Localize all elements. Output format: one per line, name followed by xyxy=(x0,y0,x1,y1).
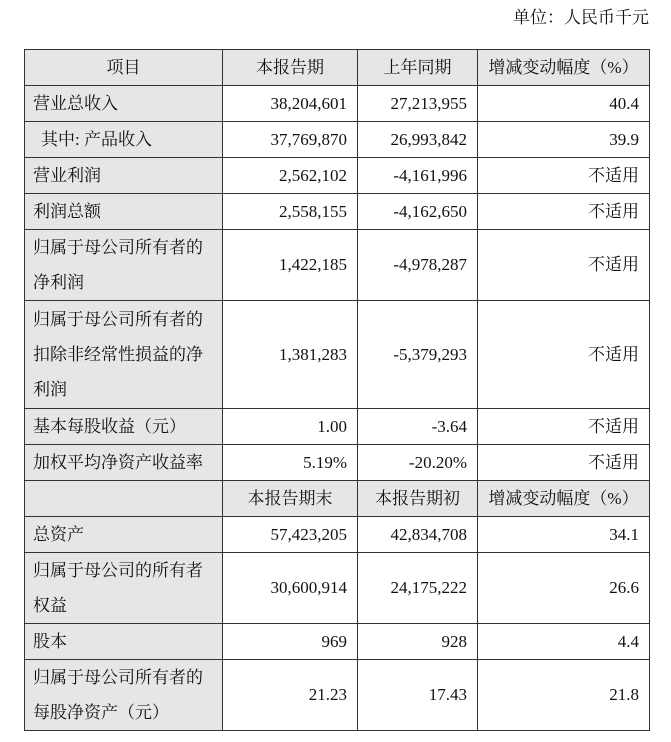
change-percent-value: 不适用 xyxy=(478,158,650,194)
item-label xyxy=(25,445,223,481)
row-basic-eps xyxy=(25,409,650,445)
item-label xyxy=(25,409,223,445)
unit-label: 单位：人民币千元 xyxy=(513,8,649,27)
period-end-value: 57,423,205 xyxy=(223,517,358,553)
header-period-start: 本报告期初 xyxy=(358,481,478,517)
row-weighted-roe xyxy=(25,445,650,481)
change-percent-value: 不适用 xyxy=(478,301,650,409)
prior-period-value: -4,162,650 xyxy=(358,194,478,230)
change-percent-value: 不适用 xyxy=(478,194,650,230)
header-item: 项目 xyxy=(25,50,223,86)
item-label xyxy=(25,660,223,731)
row-net-profit-attributable xyxy=(25,230,650,301)
period-end-value: 969 xyxy=(223,624,358,660)
prior-period-value: 26,993,842 xyxy=(358,122,478,158)
item-label-line: 股本 xyxy=(33,632,67,651)
period-start-value: 24,175,222 xyxy=(358,553,478,624)
prior-period-value: -5,379,293 xyxy=(358,301,478,409)
current-period-value: 1.00 xyxy=(223,409,358,445)
item-label-line: 基本每股收益（元） xyxy=(33,417,186,436)
row-total-assets xyxy=(25,517,650,553)
current-period-value: 1,422,185 xyxy=(223,230,358,301)
period-start-value: 17.43 xyxy=(358,660,478,731)
item-label-line: 加权平均净资产收益率 xyxy=(33,453,203,472)
header-prior-period: 上年同期 xyxy=(358,50,478,86)
item-label xyxy=(25,122,223,158)
prior-period-value: -4,161,996 xyxy=(358,158,478,194)
header-change-percent: 增减变动幅度（%） xyxy=(478,50,650,86)
change-percent-value: 39.9 xyxy=(478,122,650,158)
balance-header-row xyxy=(25,481,650,517)
item-label xyxy=(25,301,223,409)
prior-period-value: -4,978,287 xyxy=(358,230,478,301)
item-label-line: 净利润 xyxy=(33,273,84,292)
row-share-capital xyxy=(25,624,650,660)
item-label-line: 归属于母公司的所有者 xyxy=(33,561,203,580)
current-period-value: 38,204,601 xyxy=(223,86,358,122)
item-label-line: 每股净资产（元） xyxy=(33,703,169,722)
row-operating-profit xyxy=(25,158,650,194)
change-percent-value: 40.4 xyxy=(478,86,650,122)
row-total-operating-revenue xyxy=(25,86,650,122)
change-percent-value: 4.4 xyxy=(478,624,650,660)
item-label-line: 利润总额 xyxy=(33,202,101,221)
item-label xyxy=(25,230,223,301)
row-equity-attributable xyxy=(25,553,650,624)
change-percent-value: 不适用 xyxy=(478,230,650,301)
item-label xyxy=(25,553,223,624)
period-start-value: 928 xyxy=(358,624,478,660)
item-label-line: 营业利润 xyxy=(33,166,101,185)
item-label xyxy=(25,194,223,230)
item-label-line: 利润 xyxy=(33,380,67,399)
current-period-value: 37,769,870 xyxy=(223,122,358,158)
row-total-profit xyxy=(25,194,650,230)
item-label xyxy=(25,158,223,194)
period-end-value: 21.23 xyxy=(223,660,358,731)
prior-period-value: -20.20% xyxy=(358,445,478,481)
header-blank-cell xyxy=(25,481,223,517)
row-net-profit-excl-nonrecurring xyxy=(25,301,650,409)
prior-period-value: -3.64 xyxy=(358,409,478,445)
header-current-period: 本报告期 xyxy=(223,50,358,86)
period-end-value: 30,600,914 xyxy=(223,553,358,624)
item-label-line: 营业总收入 xyxy=(33,94,118,113)
current-period-value: 1,381,283 xyxy=(223,301,358,409)
item-label xyxy=(25,624,223,660)
table-header-row xyxy=(25,50,650,86)
item-label-line: 归属于母公司所有者的 xyxy=(33,668,203,687)
change-percent-value: 34.1 xyxy=(478,517,650,553)
item-label xyxy=(25,86,223,122)
item-label-line: 总资产 xyxy=(33,525,84,544)
change-percent-value: 不适用 xyxy=(478,445,650,481)
period-start-value: 42,834,708 xyxy=(358,517,478,553)
financial-data-table xyxy=(24,49,650,731)
header-change-percent: 增减变动幅度（%） xyxy=(478,481,650,517)
change-percent-value: 21.8 xyxy=(478,660,650,731)
prior-period-value: 27,213,955 xyxy=(358,86,478,122)
item-label xyxy=(25,517,223,553)
change-percent-value: 不适用 xyxy=(478,409,650,445)
current-period-value: 5.19% xyxy=(223,445,358,481)
header-period-end: 本报告期末 xyxy=(223,481,358,517)
item-label-line: 归属于母公司所有者的 xyxy=(33,238,203,257)
item-label-line: 其中: 产品收入 xyxy=(41,130,152,149)
row-net-assets-per-share xyxy=(25,660,650,731)
item-label-line: 归属于母公司所有者的 xyxy=(33,310,203,329)
item-label-line: 扣除非经常性损益的净 xyxy=(33,345,203,364)
current-period-value: 2,558,155 xyxy=(223,194,358,230)
item-label-line: 权益 xyxy=(33,596,67,615)
change-percent-value: 26.6 xyxy=(478,553,650,624)
current-period-value: 2,562,102 xyxy=(223,158,358,194)
row-product-revenue xyxy=(25,122,650,158)
